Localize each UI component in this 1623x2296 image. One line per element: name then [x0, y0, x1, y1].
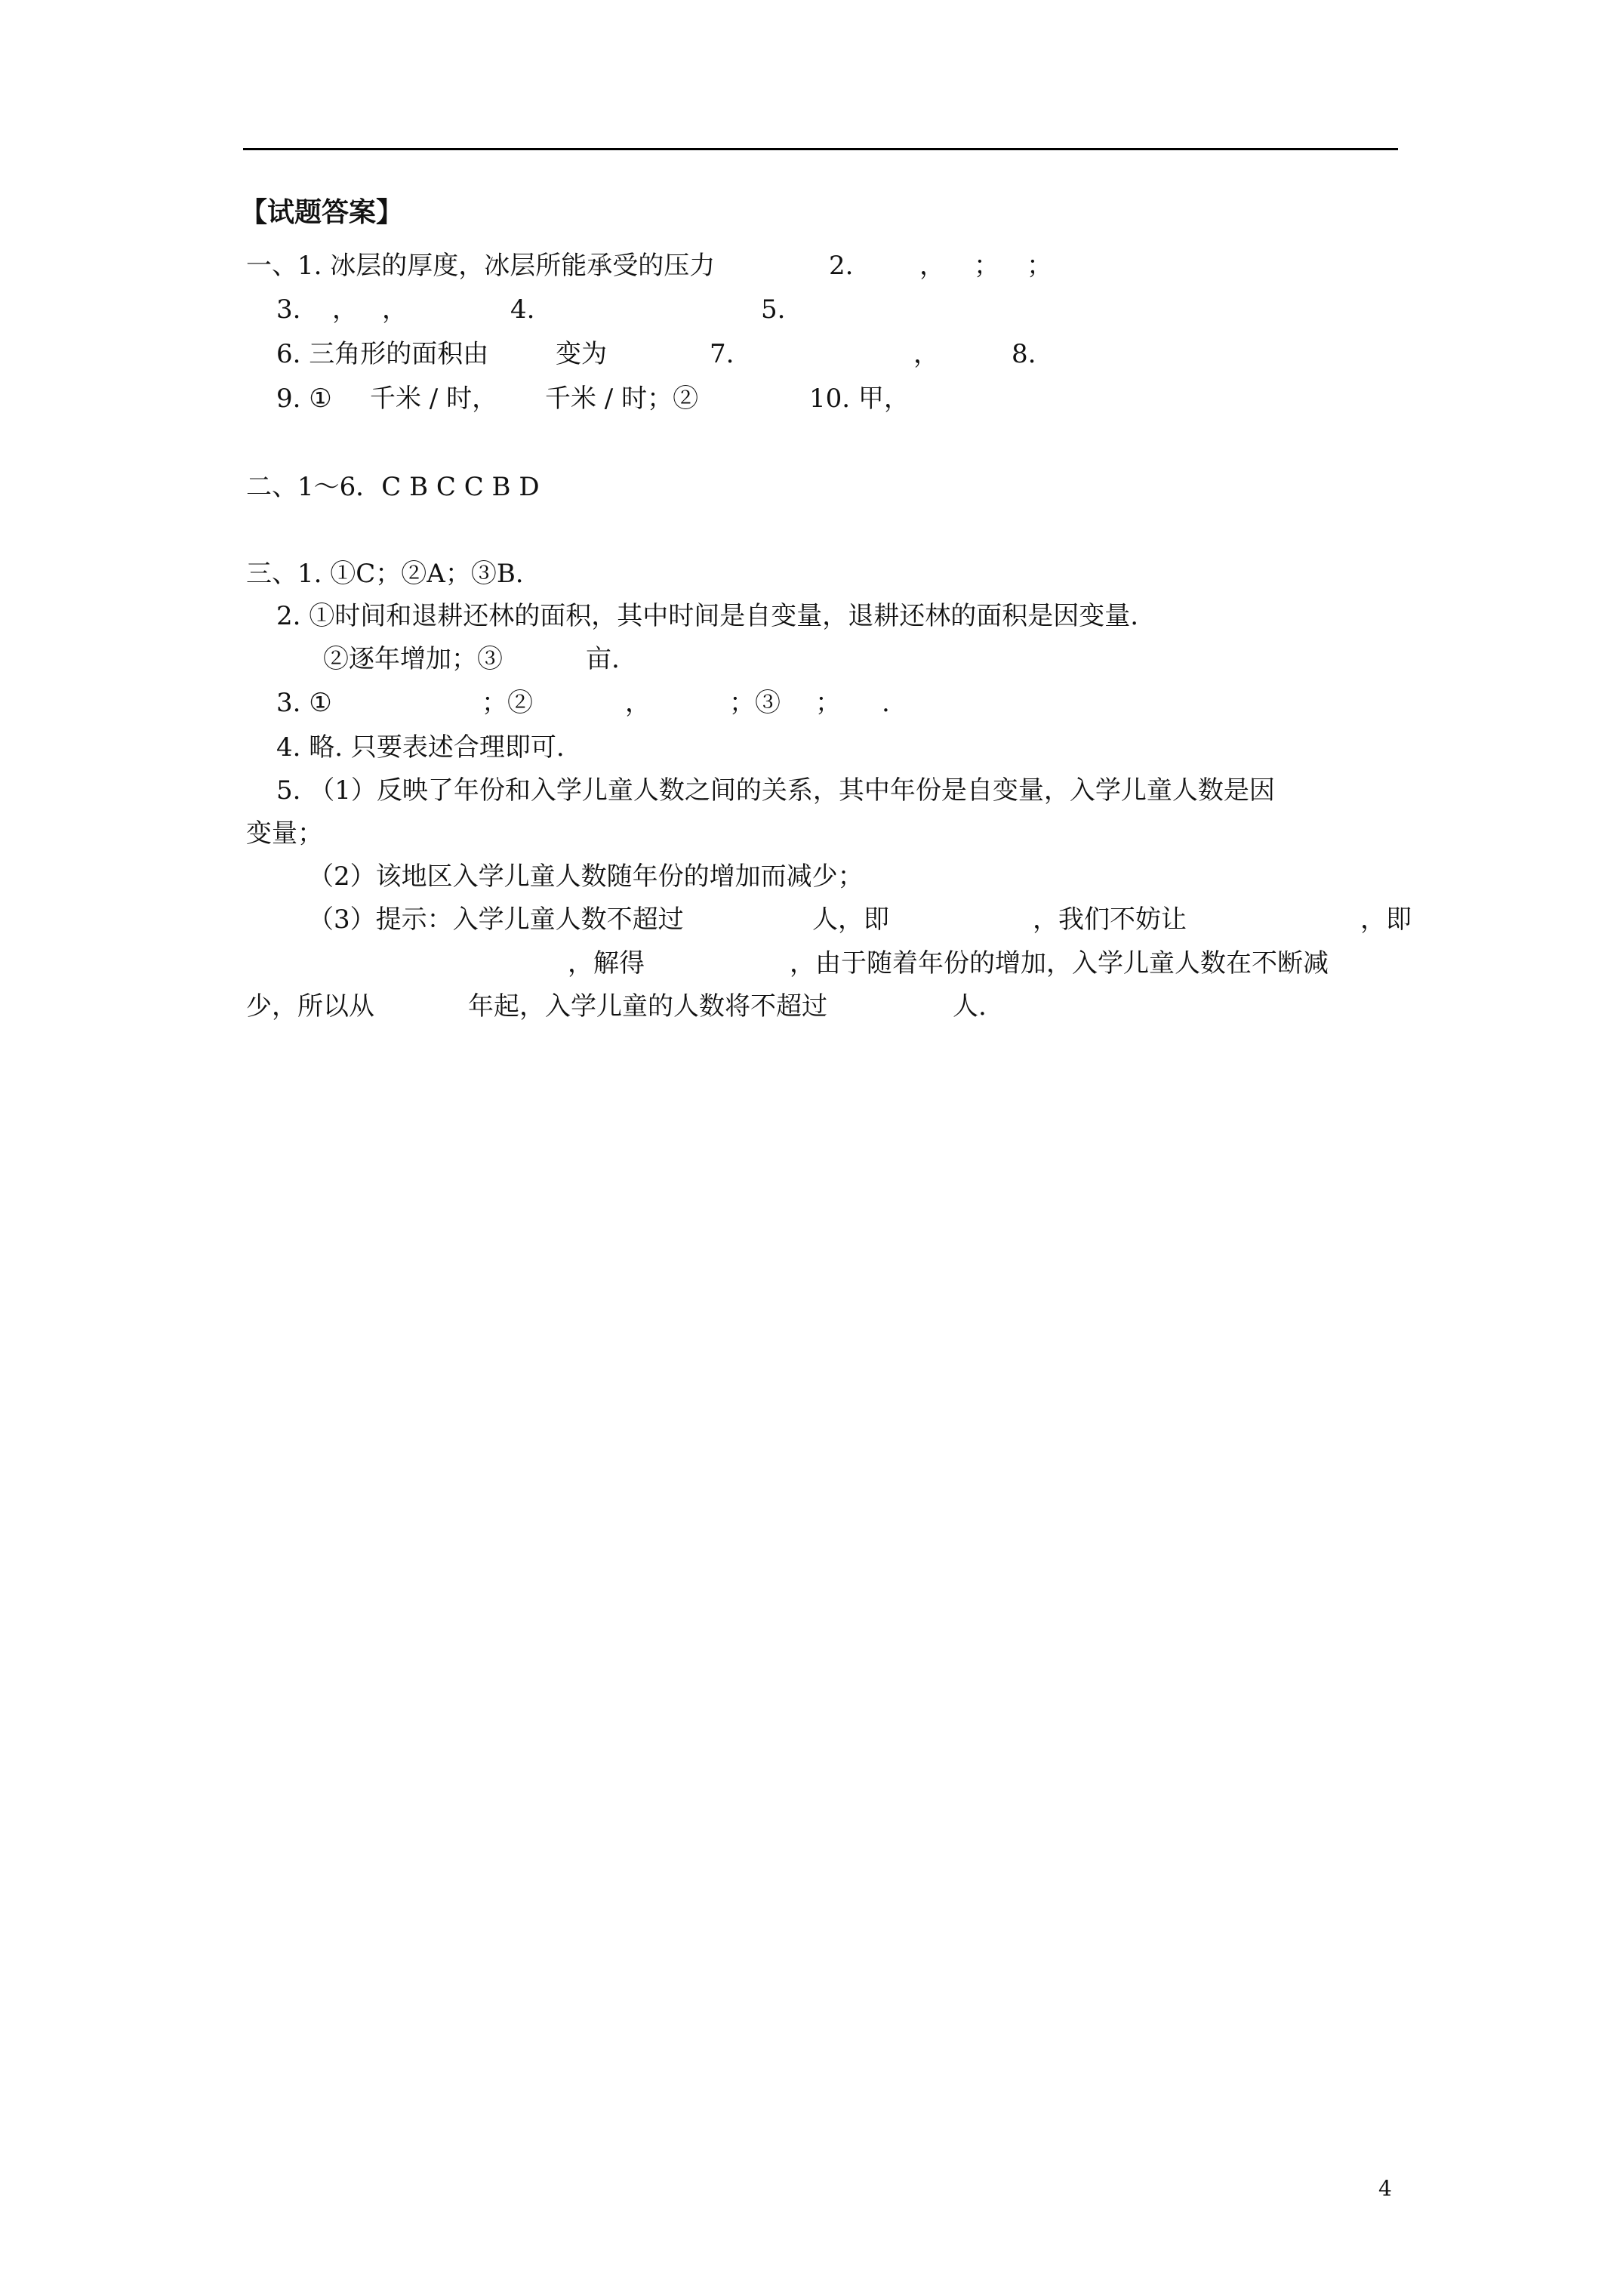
- s1-line1-semicolon1: ；: [974, 251, 999, 281]
- s1-line1-semicolon2: ；: [1027, 251, 1052, 281]
- s1-line2-comma1: ，: [332, 294, 358, 325]
- s1-line2-num4: 4.: [510, 294, 535, 325]
- s3-line4-semicolon: ；: [815, 688, 841, 718]
- s3-line3-unit: 亩.: [586, 644, 620, 674]
- s3-line6: 5. （1）反映了年份和入学儿童人数之间的关系，其中年份是自变量，入学儿童人数是因: [276, 775, 1275, 806]
- s3-line9-people: 人，即: [812, 905, 889, 935]
- s1-line3-text: 6. 三角形的面积由: [276, 339, 489, 369]
- s3-line4-part3: ；③: [729, 688, 781, 718]
- s1-line4-num10: 10. 甲，: [809, 384, 910, 414]
- s2-line1: 二、1～6．C B C C B D: [246, 472, 540, 502]
- s3-line4-part2: ；②: [482, 688, 533, 718]
- s3-line2: 2. ①时间和退耕还林的面积，其中时间是自变量，退耕还林的面积是因变量.: [276, 601, 1139, 631]
- s3-line3-text: ②逐年增加；③: [323, 644, 503, 674]
- s3-line11-text: 少，所以从: [246, 991, 374, 1022]
- s1-line3-comma: ，: [913, 339, 939, 369]
- s3-line11-text2: 年起，入学儿童的人数将不超过: [468, 991, 827, 1022]
- s3-line9-ie: ，即: [1360, 905, 1412, 935]
- s3-line11-people: 人.: [953, 991, 987, 1022]
- s1-line2-num3: 3.: [276, 294, 301, 325]
- s1-line3-num8: 8.: [1012, 339, 1036, 369]
- s1-line1-num2: 2.: [829, 251, 854, 281]
- s1-line1-comma: ，: [919, 251, 945, 281]
- s3-line7: 变量；: [246, 818, 323, 849]
- s3-line8: （2）该地区入学儿童人数随年份的增加而减少；: [308, 861, 864, 892]
- s3-line4-comma: ，: [625, 688, 651, 718]
- s3-line5: 4. 略. 只要表述合理即可.: [276, 732, 565, 763]
- s1-line3-becomes: 变为: [556, 339, 607, 369]
- s3-line9-text: （3）提示：入学儿童人数不超过: [308, 905, 684, 935]
- header-rule: [243, 148, 1398, 150]
- s1-line3-num7: 7.: [710, 339, 735, 369]
- s1-line2-num5: 5.: [761, 294, 786, 325]
- s1-line2-comma2: ，: [382, 294, 408, 325]
- s3-line4-num3: 3. ①: [276, 688, 332, 718]
- s1-line1-text: 一、1. 冰层的厚度，冰层所能承受的压力: [246, 251, 716, 281]
- s1-line4-unit2: 千米 / 时；②: [545, 384, 699, 414]
- s3-line9-letus: ，我们不妨让: [1033, 905, 1187, 935]
- s3-line1: 三、1. ①C；②A；③B.: [246, 559, 524, 589]
- page-number: 4: [1378, 2176, 1392, 2201]
- s3-line4-period: .: [882, 688, 890, 718]
- s1-line4-unit1: 千米 / 时，: [370, 384, 498, 414]
- answer-title: 【试题答案】: [240, 196, 404, 228]
- s3-line10-text: ，由于随着年份的增加，入学儿童人数在不断减: [790, 948, 1329, 978]
- s1-line4-num9: 9. ①: [276, 384, 332, 414]
- s3-line10-solve: ，解得: [568, 948, 645, 978]
